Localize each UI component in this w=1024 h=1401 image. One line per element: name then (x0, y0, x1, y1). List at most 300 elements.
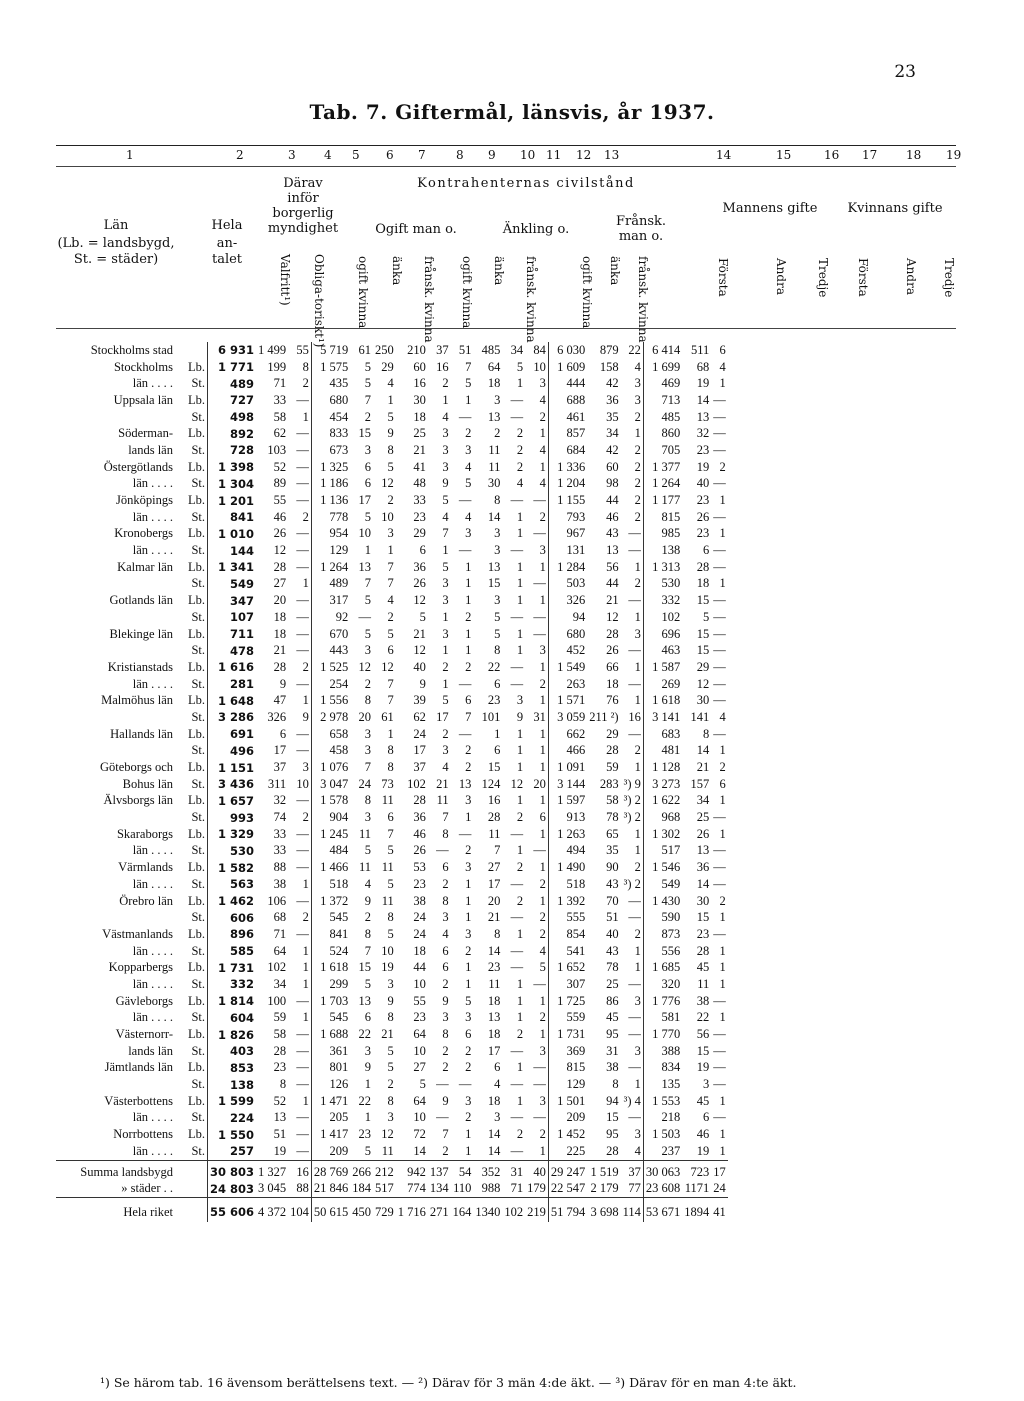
table-cell: 1 (302, 1093, 309, 1108)
table-cell: 5 (465, 993, 472, 1008)
mannens-gifte-label: Mannens gifte (722, 201, 818, 216)
table-cell: 6 (279, 726, 287, 741)
table-cell: 1 731 (208, 959, 257, 976)
table-cell: 74 (273, 810, 287, 825)
table-cell: 1 (302, 960, 309, 975)
table-row (56, 843, 728, 860)
lan-name (56, 743, 175, 760)
table-cell: 3 (494, 392, 501, 407)
area-type: Lb. (187, 1027, 205, 1042)
table-cell: 435 (311, 375, 350, 392)
table-cell: 1 (465, 876, 472, 891)
table-cell: 2 (516, 426, 524, 441)
table-cell: 5 (364, 593, 372, 608)
table-cell: ³) 4 (623, 1093, 641, 1108)
table-cell: 209 (311, 1143, 350, 1160)
lan-name: lands län (128, 442, 173, 457)
table-cell: 52 (273, 459, 287, 474)
table-cell: — (510, 943, 524, 958)
table-cell: 1 (465, 960, 472, 975)
table-cell: 1 201 (208, 492, 257, 509)
column-number: 7 (418, 148, 426, 162)
table-cell: 1 (539, 826, 546, 841)
table-cell: 19 (381, 960, 394, 975)
table-cell: 320 (643, 976, 682, 993)
table-cell: — (510, 409, 524, 424)
area-type: Lb. (187, 493, 205, 508)
area-type: St. (191, 1043, 205, 1058)
table-cell: 3 698 (587, 1198, 620, 1223)
table-cell: — (533, 843, 546, 858)
table-cell: 1 (539, 1027, 546, 1042)
table-cell: — (296, 726, 309, 741)
lan-name: Blekinge län (109, 626, 173, 641)
table-cell: 34 (606, 426, 619, 441)
table-cell: 55 (273, 493, 287, 508)
table-cell: 250 (375, 342, 394, 357)
table-cell: 2 (302, 509, 309, 524)
table-cell: 269 (643, 676, 682, 693)
table-cell: 2 (719, 459, 726, 474)
table-cell: — (713, 559, 726, 574)
table-cell: 713 (643, 392, 682, 409)
table-cell: 1 (364, 543, 372, 558)
header-bottom-rule (56, 328, 956, 329)
table-cell: — (628, 893, 641, 908)
table-cell: 2 (634, 409, 641, 424)
area-type: St. (191, 476, 205, 491)
table-cell: — (458, 826, 472, 841)
table-cell: 5 (364, 1143, 372, 1158)
table-cell: 2 (634, 476, 641, 491)
table-cell: 1 501 (548, 1093, 587, 1110)
table-cell: 1 (516, 976, 524, 991)
table-cell: 2 (387, 609, 394, 624)
table-cell: 2 (634, 509, 641, 524)
table-cell: 28 (487, 810, 501, 825)
area-type: St. (191, 1143, 205, 1158)
column-number: 5 (352, 148, 360, 162)
table-cell: 98 (606, 476, 619, 491)
area-type: St. (191, 576, 205, 591)
table-cell: 205 (311, 1110, 350, 1127)
table-cell: 28 (273, 559, 287, 574)
table-cell: 209 (548, 1110, 587, 1127)
table-cell: 5 (465, 376, 472, 391)
table-cell: — (713, 409, 726, 424)
table-cell: 2 (302, 910, 309, 925)
table-cell: 137 (428, 1160, 451, 1180)
area-type: St. (191, 976, 205, 991)
table-cell: 2 (539, 509, 546, 524)
table-cell: — (296, 1060, 309, 1075)
table-cell: — (458, 409, 472, 424)
table-cell: 44 (606, 493, 619, 508)
table-cell: 1 (634, 843, 641, 858)
table-cell: 4 (442, 926, 449, 941)
table-cell: 2 (302, 376, 309, 391)
table-cell: 3 (442, 426, 449, 441)
column-number: 3 (288, 148, 296, 162)
table-cell: 26 (696, 509, 710, 524)
lan-name (56, 576, 175, 593)
table-cell: 1 546 (643, 859, 682, 876)
table-cell: 489 (208, 375, 257, 392)
area-type (175, 1180, 208, 1197)
table-cell: 3 (539, 1093, 546, 1108)
table-cell: 2 (516, 860, 524, 875)
table-cell: 11 (358, 860, 372, 875)
table-cell: — (533, 609, 546, 624)
table-row (56, 1076, 728, 1093)
table-cell: 29 (696, 659, 710, 674)
table-cell: 993 (208, 809, 257, 826)
table-cell: 967 (548, 526, 587, 543)
table-cell: 6 414 (643, 342, 682, 359)
table-cell: 257 (208, 1143, 257, 1160)
table-row (56, 425, 728, 442)
table-cell: — (533, 1077, 546, 1092)
table-cell: 1 (634, 609, 641, 624)
table-cell: 6 (494, 676, 501, 691)
table-row (56, 626, 728, 643)
table-cell: — (713, 626, 726, 641)
table-cell: 7 (364, 943, 372, 958)
table-cell: 2 (465, 659, 472, 674)
table-cell: 2 (465, 1060, 472, 1075)
table-cell: — (296, 893, 309, 908)
table-row (56, 375, 728, 392)
table-cell: — (296, 993, 309, 1008)
table-cell: 3 (494, 1110, 501, 1125)
table-cell: 22 (487, 659, 501, 674)
table-cell: — (533, 576, 546, 591)
table-row (56, 1093, 728, 1110)
lan-name: Jönköpings (116, 493, 173, 508)
table-cell: 11 (488, 976, 501, 991)
table-cell: 683 (643, 726, 682, 743)
table-cell: 46 (696, 1127, 710, 1142)
table-cell: 7 (494, 843, 501, 858)
table-cell: 28 (273, 659, 287, 674)
table-cell: 1 (539, 760, 546, 775)
table-cell: 28 (696, 943, 710, 958)
table-cell: 14 (696, 743, 710, 758)
table-cell: 15 (696, 593, 710, 608)
table-row (56, 826, 728, 843)
table-cell: — (436, 1077, 449, 1092)
table-cell: 879 (599, 342, 619, 357)
hela-label-1: Hela (211, 218, 243, 233)
table-cell: — (296, 476, 309, 491)
table-cell: — (510, 960, 524, 975)
table-cell: 4 (364, 876, 372, 891)
table-cell: 2 (494, 426, 501, 441)
table-cell: 13 (696, 409, 710, 424)
table-cell: 30 (696, 693, 710, 708)
table-cell: 1 128 (643, 759, 682, 776)
table-cell: 1 (516, 993, 524, 1008)
area-type: St. (191, 509, 205, 524)
table-cell: 7 (364, 760, 372, 775)
table-cell: 21 (413, 626, 426, 641)
table-cell: — (510, 876, 524, 891)
table-cell: — (713, 843, 726, 858)
table-cell: 5 (364, 359, 372, 374)
table-cell: 64 (273, 943, 287, 958)
table-cell: 1 814 (208, 993, 257, 1010)
table-cell: 9 (442, 1093, 449, 1108)
column-number: 13 (604, 148, 620, 162)
area-type: St. (191, 676, 205, 691)
table-cell: 90 (606, 860, 619, 875)
table-cell: 5 (442, 559, 449, 574)
table-cell: 8 (387, 910, 394, 925)
table-row (56, 359, 728, 376)
table-cell: 1 582 (208, 859, 257, 876)
table-cell: 3 273 (643, 776, 682, 793)
table-cell: — (628, 643, 641, 658)
area-type: St. (191, 1110, 205, 1125)
table-cell: 860 (643, 425, 682, 442)
table-cell: 73 (381, 776, 394, 791)
table-row (56, 793, 728, 810)
table-cell: 728 (208, 442, 257, 459)
table-cell: 7 (364, 576, 372, 591)
area-type: St. (191, 643, 205, 658)
table-cell: 6 (364, 1010, 372, 1025)
lan-name: Västerbottens (104, 1093, 173, 1108)
table-cell: 9 (516, 709, 524, 724)
table-row (56, 592, 728, 609)
table-cell: 3 (387, 1110, 394, 1125)
table-cell: 55 (296, 342, 309, 357)
table-cell: 4 (465, 509, 472, 524)
table-cell: — (510, 676, 524, 691)
table-cell: 511 (690, 342, 710, 357)
table-cell: 13 (458, 776, 472, 791)
table-cell: 19 (696, 376, 710, 391)
table-cell: 38 (413, 893, 426, 908)
table-cell: 988 (481, 1181, 501, 1196)
table-cell: 6 (719, 342, 726, 357)
table-cell: 52 (273, 1093, 287, 1108)
table-cell: 219 (525, 1198, 548, 1223)
table-cell: 144 (208, 542, 257, 559)
table-cell: 705 (643, 442, 682, 459)
table-cell: 10 (533, 359, 546, 374)
table-cell: 38 (696, 993, 710, 1008)
table-cell: 22 (358, 1027, 372, 1042)
table-cell: 1 (539, 893, 546, 908)
table-cell: 66 (606, 659, 619, 674)
area-type: St. (191, 876, 205, 891)
table-cell: 590 (643, 909, 682, 926)
table-cell: 9 (387, 426, 394, 441)
table-cell: 6 (494, 743, 501, 758)
table-cell: 1 417 (311, 1126, 350, 1143)
table-cell: 3 (539, 376, 546, 391)
table-cell: 8 (387, 442, 394, 457)
area-type: Lb. (187, 626, 205, 641)
table-cell: 7 (442, 1127, 449, 1142)
lan-label: Län (103, 218, 129, 233)
table-cell: 8 (387, 743, 394, 758)
table-cell: — (296, 526, 309, 541)
lan-note-2: St. = städer) (73, 252, 159, 267)
table-cell: 51 (458, 342, 472, 357)
table-cell: 6 (719, 776, 726, 791)
table-cell: 1 (364, 1077, 372, 1092)
table-cell: 55 (413, 993, 426, 1008)
table-cell: 18 (606, 676, 619, 691)
table-cell: 3 (364, 726, 372, 741)
table-cell: 3 436 (208, 776, 257, 793)
table-header (56, 145, 962, 348)
table-cell: 5 (387, 876, 394, 891)
table-cell: 4 372 (256, 1198, 288, 1223)
table-cell: 50 615 (311, 1198, 350, 1223)
table-cell: 7 (387, 559, 394, 574)
table-cell: 32 (696, 426, 710, 441)
table-cell: 2 (442, 1143, 449, 1158)
table-cell: 3 (465, 926, 472, 941)
area-type: St. (191, 543, 205, 558)
table-cell: 3 286 (208, 709, 257, 726)
table-cell: 1 341 (208, 559, 257, 576)
table-cell: 1 652 (548, 959, 587, 976)
table-cell: 114 (621, 1198, 644, 1223)
table-cell: 3 (442, 626, 449, 641)
table-cell: 106 (267, 893, 287, 908)
table-cell: 8 (279, 1077, 287, 1092)
table-cell: 1 (634, 760, 641, 775)
table-row (56, 1110, 728, 1127)
table-cell: — (628, 676, 641, 691)
table-cell: — (510, 609, 524, 624)
table-cell: 8 (364, 693, 372, 708)
table-cell: 1 372 (311, 893, 350, 910)
table-cell: 60 (606, 459, 619, 474)
table-cell: 78 (606, 810, 619, 825)
table-cell: 452 (548, 642, 587, 659)
table-cell: — (296, 1043, 309, 1058)
gifte-order-subheader: Andra (774, 258, 788, 295)
table-cell: 4 (719, 359, 726, 374)
table-cell: 3 (364, 743, 372, 758)
table-cell: 56 (606, 559, 619, 574)
table-cell: 352 (473, 1160, 502, 1180)
table-row (56, 609, 728, 626)
table-cell: 1 (719, 1127, 726, 1142)
table-cell: 7 (442, 810, 449, 825)
table-row (56, 1198, 728, 1223)
table-cell: 5 (419, 1077, 426, 1092)
table-cell: 1 (302, 1010, 309, 1025)
table-cell: 19 (696, 459, 710, 474)
table-cell: 17 (436, 709, 449, 724)
table-cell: 28 (696, 559, 710, 574)
table-cell: 23 (487, 693, 501, 708)
table-cell: 1 329 (208, 826, 257, 843)
table-cell: 696 (643, 626, 682, 643)
table-cell: 985 (643, 526, 682, 543)
civilstand-subheader: ogift kvinna (580, 256, 594, 329)
table-cell: 1 (516, 793, 524, 808)
table-cell: 1 (539, 459, 546, 474)
table-cell: 68 (696, 359, 710, 374)
table-cell: 18 (273, 609, 287, 624)
table-cell: 11 (488, 459, 501, 474)
table-cell: 1 (465, 893, 472, 908)
table-cell: 299 (311, 976, 350, 993)
table-cell: 1 (539, 593, 546, 608)
table-cell: 2 (634, 576, 641, 591)
area-type: Lb. (187, 726, 205, 741)
area-type: St. (191, 743, 205, 758)
table-cell: 307 (548, 976, 587, 993)
area-type (175, 1198, 208, 1223)
table-cell: 1171 (684, 1181, 710, 1196)
table-cell: 19 (696, 1143, 710, 1158)
table-cell: 30 803 (208, 1160, 257, 1180)
table-cell: 14 (413, 1143, 426, 1158)
table-cell: 28 (606, 743, 619, 758)
area-type: St. (191, 442, 205, 457)
table-cell: 28 (413, 793, 426, 808)
kvinnans-gifte-label: Kvinnans gifte (847, 201, 943, 216)
area-type: St. (191, 776, 205, 791)
franskild-man-label: Frånsk. man o. (615, 214, 667, 244)
area-type (175, 1160, 208, 1180)
table-cell: 727 (208, 392, 257, 409)
table-cell: 23 (696, 493, 710, 508)
table-cell: 680 (311, 392, 350, 409)
table-cell: 15 (358, 426, 372, 441)
lan-note-1: (Lb. = landsbygd, (57, 236, 175, 251)
table-cell: 1 (516, 559, 524, 574)
column-number: 9 (488, 148, 496, 162)
table-cell: 1 499 (258, 342, 287, 357)
table-cell: 5 (364, 376, 372, 391)
table-cell: 5 (516, 359, 524, 374)
table-cell: — (713, 1077, 726, 1092)
table-cell: — (628, 726, 641, 741)
table-cell: 680 (548, 626, 587, 643)
table-cell: 1 (516, 760, 524, 775)
table-cell: 1 462 (208, 893, 257, 910)
table-cell: 1 151 (208, 759, 257, 776)
table-cell: — (296, 1143, 309, 1158)
table-cell: 56 (696, 1027, 710, 1042)
table-cell: 11 (488, 442, 501, 457)
table-cell: 1 (516, 526, 524, 541)
table-cell: ³) 2 (623, 810, 641, 825)
table-cell: 1 (719, 943, 726, 958)
table-cell: 94 (606, 1093, 619, 1108)
table-cell: 1 (387, 726, 394, 741)
table-cell: 2 (516, 810, 524, 825)
table-cell: 10 (413, 1043, 426, 1058)
column-number: 6 (386, 148, 394, 162)
lan-name: Kristianstads (107, 659, 173, 674)
table-cell: 25 (696, 810, 710, 825)
table-cell: 1 716 (396, 1198, 428, 1223)
table-cell: 12 (413, 593, 426, 608)
table-cell: 1 (364, 1110, 372, 1125)
table-cell: 489 (311, 576, 350, 593)
table-cell: 1 699 (643, 359, 682, 376)
